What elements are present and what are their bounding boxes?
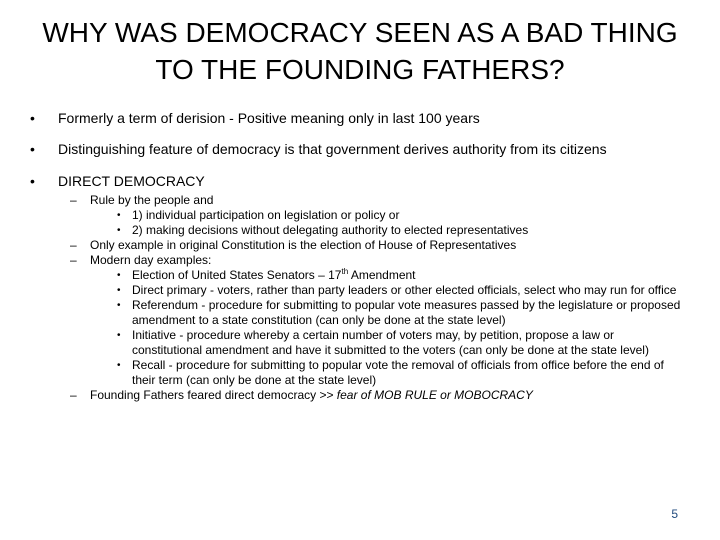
sub-item-text: Rule by the people and — [90, 193, 214, 207]
senators-suffix: Amendment — [348, 268, 416, 282]
rule-point — [117, 208, 685, 223]
modern-example-primary — [117, 283, 685, 298]
bullet-text: Formerly a term of derision - Positive meaning only in last 100 years — [58, 110, 480, 126]
modern-example-initiative — [117, 328, 685, 358]
bullet-icon: • — [30, 141, 35, 157]
bullet-icon: • — [30, 110, 35, 126]
bullet-icon: • — [117, 225, 121, 236]
direct-democracy-details — [70, 193, 685, 403]
modern-example-referendum — [117, 298, 685, 328]
bullet-text: DIRECT DEMOCRACY — [58, 173, 205, 189]
dash-icon: – — [70, 193, 77, 207]
bullet-icon: • — [30, 173, 35, 189]
modern-example-recall — [117, 358, 685, 388]
feared-text: Founding Fathers feared direct democracy >> — [90, 388, 337, 402]
bullet-icon: • — [117, 210, 121, 221]
sub-item-text: Modern day examples: — [90, 253, 212, 267]
title-line-1: WHY WAS DEMOCRACY SEEN AS A BAD THING — [42, 17, 678, 48]
rule-point-text: 1) individual participation on legislation or policy or — [132, 208, 400, 222]
dash-icon: – — [70, 238, 77, 252]
title-line-2: TO THE FOUNDING FATHERS? — [155, 54, 565, 85]
rule-point-text: 2) making decisions without delegating authority to elected representatives — [132, 223, 529, 237]
modern-example-text: Initiative - procedure whereby a certain number of voters may, by petition, propose a law or constitutional amendment and have it submitted to the voters (can only be done at the state level) — [132, 328, 649, 357]
slide-title — [30, 14, 690, 88]
bullet-icon: • — [117, 330, 121, 341]
modern-example-text: Referendum - procedure for submitting to popular vote measures passed by the legislature or proposed amendment to a state constitution (can only be done at the state level) — [132, 298, 681, 327]
rule-point — [117, 223, 685, 238]
dash-icon: – — [70, 253, 77, 267]
modern-example-text: Direct primary - voters, rather than party leaders or other elected officials, select who may run for office — [132, 283, 677, 297]
dash-icon: – — [70, 388, 77, 402]
bullet-icon: • — [117, 270, 121, 281]
modern-example-senators — [117, 268, 685, 283]
ordinal-suffix: th — [341, 267, 349, 276]
bullet-icon: • — [117, 285, 121, 296]
bullet-text: Distinguishing feature of democracy is that government derives authority from its citizens — [58, 141, 607, 157]
sub-item-modern — [70, 253, 685, 268]
sub-item-rule — [70, 193, 685, 208]
modern-example-text — [117, 268, 685, 283]
bullet-icon: • — [117, 360, 121, 371]
page-number: 5 — [671, 507, 678, 521]
sub-item-text — [70, 388, 685, 403]
sub-item-feared — [70, 388, 685, 403]
sub-item-original-example — [70, 238, 685, 253]
bullet-icon: • — [117, 300, 121, 311]
senators-text: Election of United States Senators – 17 — [132, 268, 342, 282]
feared-emphasis: fear of MOB RULE or MOBOCRACY — [336, 388, 533, 402]
modern-example-text: Recall - procedure for submitting to popular vote the removal of officials from office before the end of their term (can only be done at the state level) — [132, 358, 664, 387]
sub-item-text: Only example in original Constitution is the election of House of Representatives — [90, 238, 517, 252]
